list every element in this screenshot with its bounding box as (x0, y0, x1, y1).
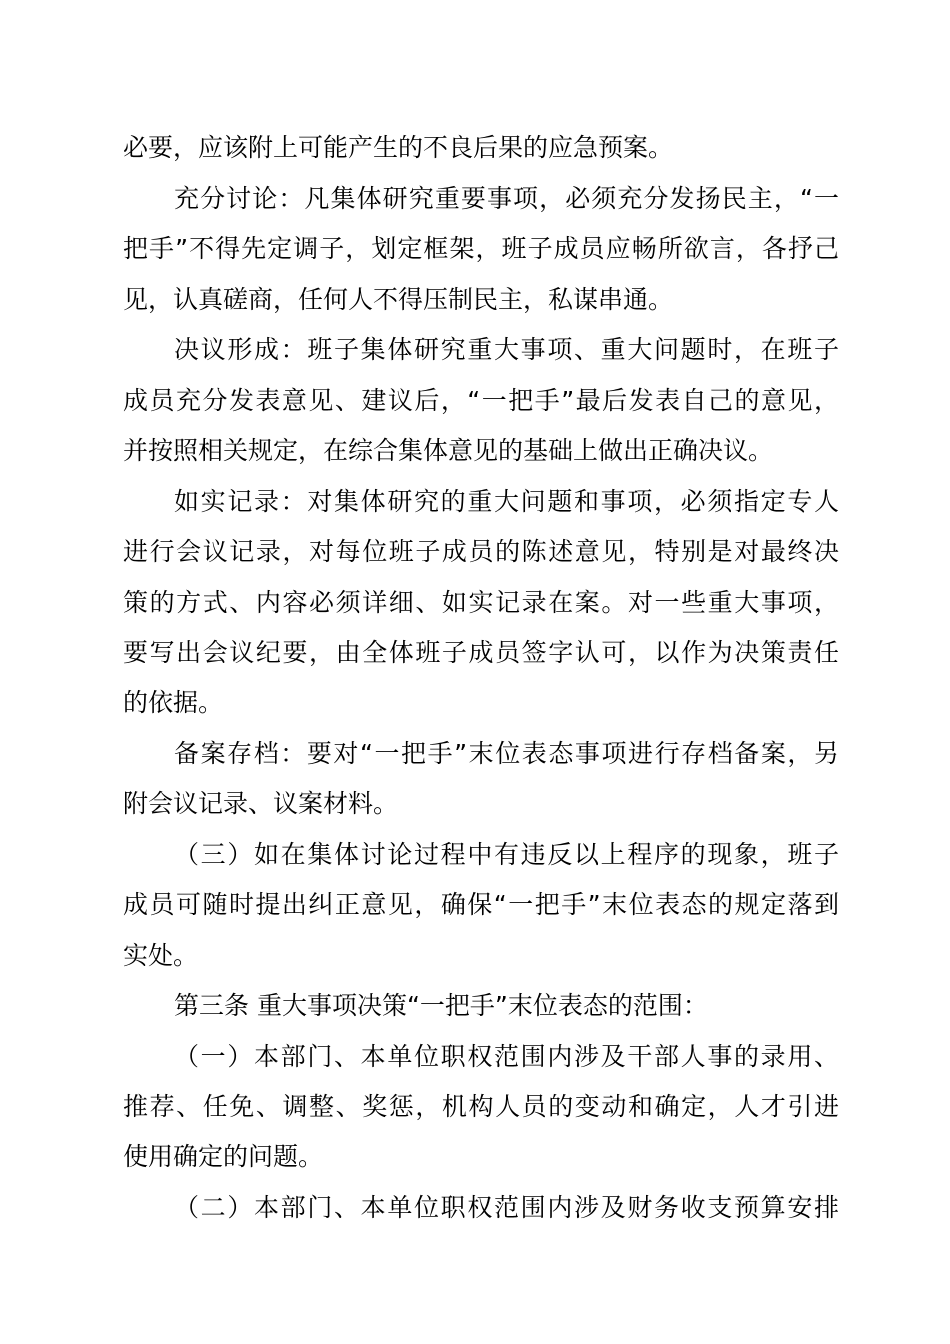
text-line: 实处。 (123, 941, 199, 970)
text-line: 必要，应该附上可能产生的不良后果的应急预案。 (123, 133, 674, 162)
text-line: 见，认真磋商，任何人不得压制民主，私谋串通。 (123, 285, 674, 314)
text-line: （三）如在集体讨论过程中有违反以上程序的现象，班子 (174, 840, 839, 869)
text-line: 如实记录：对集体研究的重大问题和事项，必须指定专人 (174, 487, 839, 516)
text-line: 要写出会议纪要，由全体班子成员签字认可，以作为决策责任 (123, 638, 839, 667)
text-line: 并按照相关规定，在综合集体意见的基础上做出正确决议。 (123, 436, 774, 465)
article-heading: 第三条 重大事项决策“一把手”末位表态的范围： (174, 991, 708, 1020)
text-line: 成员可随时提出纠正意见，确保“一把手”末位表态的规定落到 (123, 890, 839, 919)
text-line: 成员充分发表意见、建议后，“一把手”最后发表自己的意见， (123, 386, 839, 415)
text-line: 进行会议记录，对每位班子成员的陈述意见，特别是对最终决 (123, 537, 839, 566)
text-line: 把手”不得先定调子，划定框架，班子成员应畅所欲言，各抒己 (123, 234, 839, 263)
text-line: 策的方式、内容必须详细、如实记录在案。对一些重大事项， (123, 588, 839, 617)
text-line: 使用确定的问题。 (123, 1142, 324, 1171)
text-line: 决议形成：班子集体研究重大事项、重大问题时，在班子 (174, 335, 839, 364)
text-line: （二）本部门、本单位职权范围内涉及财务收支预算安排 (174, 1193, 839, 1222)
text-line: （一）本部门、本单位职权范围内涉及干部人事的录用、 (174, 1042, 839, 1071)
text-line: 的依据。 (123, 688, 224, 717)
text-line: 备案存档：要对“一把手”末位表态事项进行存档备案，另 (174, 739, 839, 768)
text-line: 附会议记录、议案材料。 (123, 789, 399, 818)
text-line: 充分讨论：凡集体研究重要事项，必须充分发扬民主，“一 (174, 184, 839, 213)
text-line: 推荐、任免、调整、奖惩，机构人员的变动和确定，人才引进 (123, 1092, 839, 1121)
